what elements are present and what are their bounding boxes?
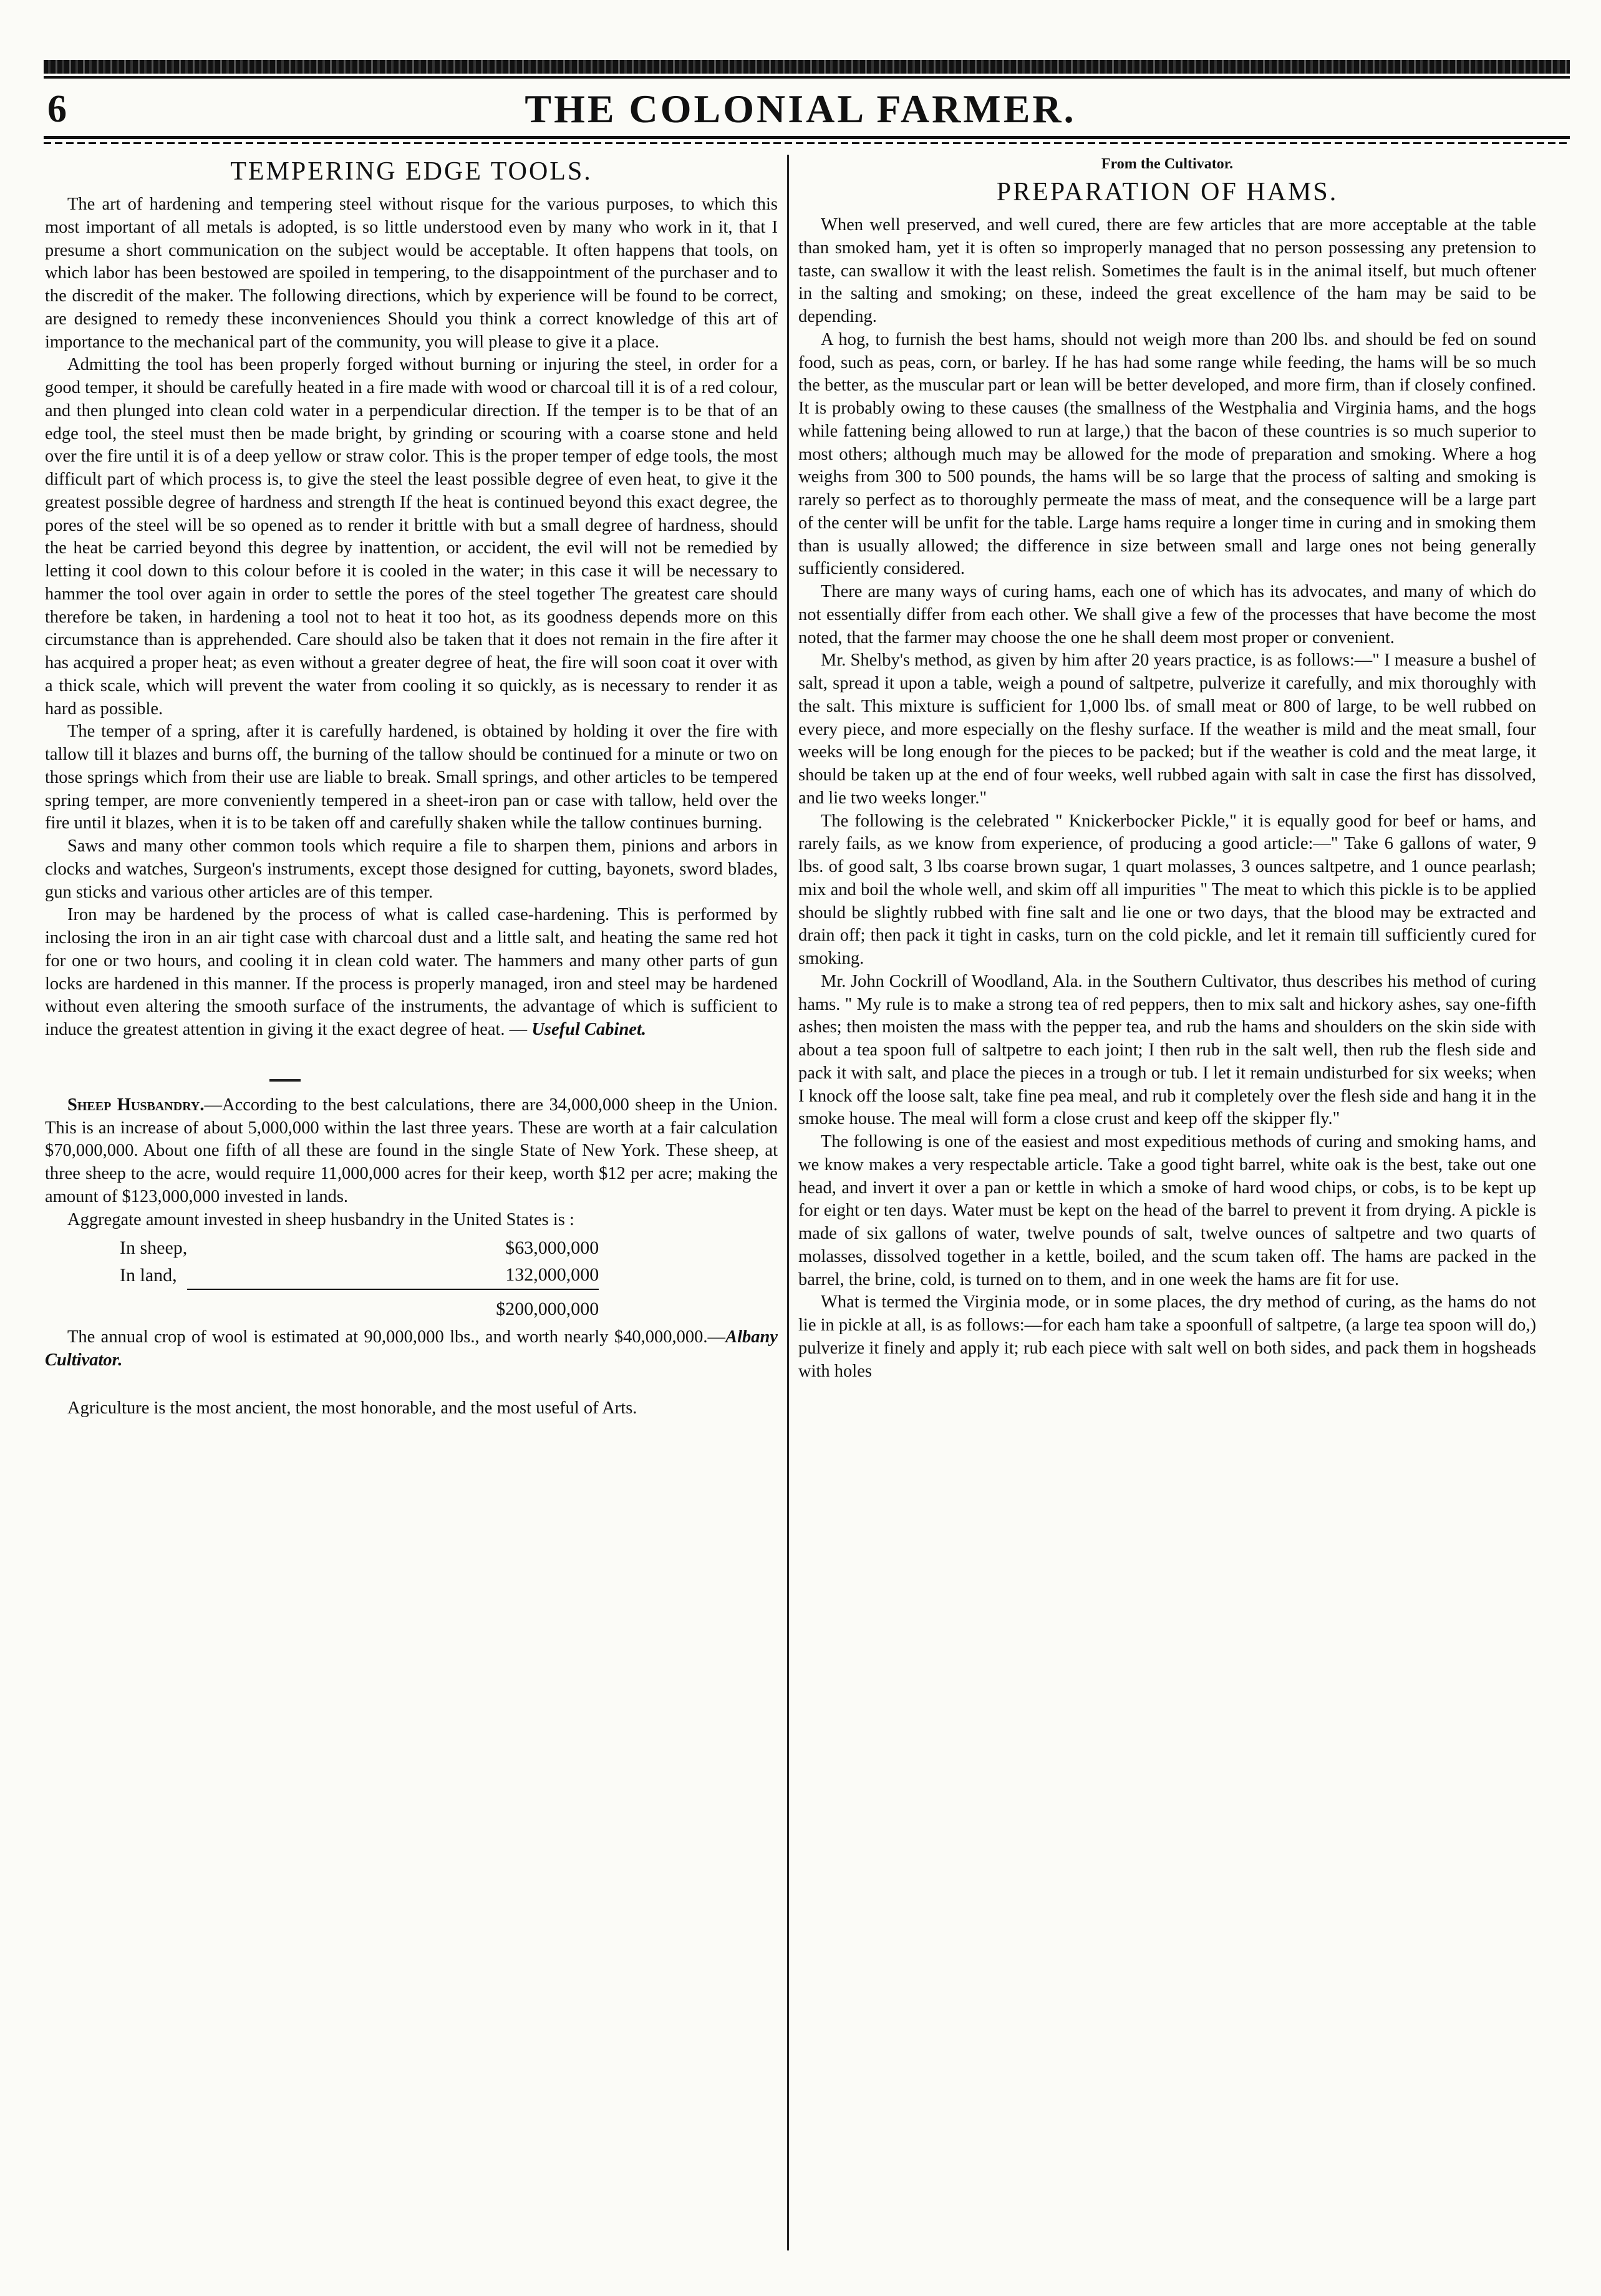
left-column <box>45 155 778 2263</box>
article-title-tempering: TEMPERING EDGE TOOLS. <box>230 157 593 186</box>
article-paragraph: There are many ways of curing hams, each one of which has its advocates, and many of which do not essentially differ from each other. We shall give a few of the processes that have become the most noted, that the farmer may choose the one he shall deem most proper or convenient. <box>798 582 1536 647</box>
table-total-row <box>120 1289 599 1323</box>
article-paragraph: The following is the celebrated " Knickerbocker Pickle," it is equally good for beef or hams, and rarely fails, as we know from experience, of producing a good article:—" Take 6 gallons of water, 9 lbs. of good salt, 3 lbs coarse brown sugar, 1 quart molasses, 3 ounces saltpetre, and 1 ounce pearlash; mix and boil the whole well, and skim off all impurities " The meat to which this pickle is to be applied should be slightly rubbed with fine salt and lie one or two days, that the blood may be extracted and drain off; then pack it tight in casks, turn on the cold pickle, and let it remain till sufficiently cured for smoking. <box>798 811 1536 969</box>
right-column <box>798 155 1536 2263</box>
source-signature: Useful Cabinet. <box>531 1020 646 1040</box>
top-decorative-rule <box>44 60 1570 74</box>
article-paragraph: The temper of a spring, after it is carefully hardened, is obtained by holding it over the fire with tallow till it blazes and burns off, the burning of the tallow should be continued for a minute or two on those springs which from their use are liable to break. Small springs, and other articles to be tempered spring temper, are more conveniently tempered in a sheet-iron pan or case with tallow, held over the fire until it blazes, when it is to be taken off and carefully shaken while the tallow continues burning. <box>45 722 778 833</box>
sheep-lead: Sheep Husbandry. <box>67 1095 205 1115</box>
agriculture-paragraph: Agriculture is the most ancient, the most honorable, and the most useful of Arts. <box>67 1398 637 1418</box>
article-paragraph: The art of hardening and tempering steel without risque for the various purposes, to which this most important of all metals is adopted, is so little understood even by many who work in it, that I presume a short communication on the subject would be acceptable. It often happens that tools, on which labor has been bestowed are spoiled in tempering, to the disappointment of the purchaser and to the discredit of the maker. The following directions, which by experience will be found to be correct, are designed to remedy these inconveniences Should you think a correct knowledge of this art of importance to the mechanical part of the community, you will please to give it a place. <box>45 195 778 352</box>
masthead-dashed-rule <box>44 142 1570 144</box>
article-paragraph: Saws and many other common tools which require a file to sharpen them, pinions and arbors in clocks and watches, Surgeon's instruments, except those designed for cutting, bayonets, sword blades, gun sticks and various other articles are of this temper. <box>45 836 778 902</box>
article-paragraph: Mr. John Cockrill of Woodland, Ala. in the Southern Cultivator, thus describes his method of curing hams. " My rule is to make a strong tea of red peppers, then to mix salt and hickory ashes, say one-fifth ashes; then moisten the mass with the pepper tea, and rub the hams and shoulders on the skin side with about a tea spoon full of saltpetre to each joint; I then rub in the salt well, then rub the flesh side and pack it with salt, and place the pieces in a trough or tub. I let it remain undisturbed for six weeks; when I knock off the loose salt, take fine pea meal, and rub it completely over the flesh side and hang it in the smoke house. The meal will form a close crust and keep off the skipper fly." <box>798 971 1536 1129</box>
paragraph-text: Iron may be hardened by the process of what is called case-hardening. This is performed by inclosing the iron in an air tight case with charcoal dust and a little salt, and heating the same red hot for one or two hours, and cooling it in clean cold water. The hammers and many other parts of gun locks are hardened in this manner. If the process is properly managed, iron and steel may be hardened without even altering the smooth surface of the instruments, the advantage of which is sufficient to induce the greatest attention in giving it the exact degree of heat. — <box>45 905 778 1040</box>
article-separator <box>269 1079 301 1082</box>
table-cell-label: In land, <box>120 1264 177 1286</box>
table-cell-label: In sheep, <box>120 1238 188 1259</box>
source-signature: Albany Cultivator. <box>45 1327 778 1370</box>
table-cell-label <box>120 1289 187 1323</box>
table-cell-amount: 132,000,000 <box>505 1264 599 1286</box>
article-paragraph: Admitting the tool has been properly forged without burning or injuring the steel, in order for a good temper, it should be carefully heated in a fire made with wood or charcoal till it is of a red colour, and then plunged into clean cold water in a perpendicular direction. If the temper is to be that of an edge tool, the steel must then be made bright, by grinding or scouring with a coarse stone and held over the fire until it is of a deep yellow or straw color. This is the proper temper of edge tools, the most difficult part of which process is, to give the steel the least possible degree of even heat, to give it the greatest possible degree of hardness and strength If the heat is continued beyond this exact degree, the pores of the steel will be so opened as to render it brittle with but a small degree of hardness, should the heat be carried beyond this degree by inattention, or accident, the evil will not be remedied by letting it cool down to this colour before it is cooled in the water; in this case it will be necessary to hammer the tool over again in order to settle the pores of the steel together The greatest care should therefore be taken, in hardening a tool not to heat it too hot, as its goodness depends more on this circumstance than is apprehended. Care should also be taken that it does not remain in the fire after it has acquired a proper heat; as even without a greater degree of heat, the fire will soon coat it over with a thick scale, which will prevent the water from cooling it so quickly, as is necessary to render it as hard as possible. <box>45 355 778 719</box>
table-cell-amount: $63,000,000 <box>505 1238 599 1259</box>
table-cell-total: $200,000,000 <box>187 1289 599 1323</box>
article-paragraph: The following is one of the easiest and most expeditious methods of curing and smoking hams, and we know makes a very respectable article. Take a good tight barrel, white oak is the best, take out one head, and invert it over a pan or kettle in which a smoke of hard wood chips, or cobs, is to be kept up for eight or ten days. Water must be kept on the head of the barrel to prevent it from drying. A pickle is made of six gallons of water, twelve pounds of salt, twelve ounces of saltpetre and two quarts of molasses, dissolved together in a kettle, boiled, and the scum taken off. The hams are packed in the barrel, the brine, cold, is turned on to them, and in one week the hams are fit for use. <box>798 1132 1536 1289</box>
spacer <box>45 1372 778 1397</box>
article-source: From the Cultivator. <box>1101 156 1234 172</box>
aggregate-text: Aggregate amount invested in sheep husbandry in the United States is : <box>67 1209 574 1229</box>
article-title-hams: PREPARATION OF HAMS. <box>996 177 1338 206</box>
column-divider <box>787 155 789 2250</box>
article-paragraph: A hog, to furnish the best hams, should not weigh more than 200 lbs. and should be fed on sound food, such as peas, corn, or barley. If he has had some range while feeding, the hams will be so much the better, as the muscular part or lean will be better developed, and more firm, than if closely confined. It is probably owing to these causes (the smallness of the Westphalia and Virginia hams, and the hogs while fattening being allowed to run at large,) that the bacon of these countries is so much superior to most others; although much may be allowed for the mode of preparation and smoking. Where a hog weighs from 300 to 500 pounds, the hams will be so large that the process of salting and smoking is rarely so perfect as to thoroughly permeate the mass of meat, and the consequence will be a large part of the center will be unfit for the table. Large hams require a longer time in curing and in smoking them than is usually allowed; the difference in size between small and large ones not being generally sufficiently considered. <box>798 329 1536 579</box>
table-row <box>120 1262 599 1289</box>
article-paragraph <box>45 904 778 1042</box>
article-paragraph: What is termed the Virginia mode, or in some places, the dry method of curing, as the hams do not lie in pickle at all, is as follows:—for each ham take a spoonfull of saltpetre, (a large tea spoon will do,) pulverize it finely and apply it; rub each piece with salt well on both sides, and pack them in hogsheads with holes <box>798 1292 1536 1381</box>
sheep-investment-table <box>120 1235 599 1322</box>
masthead-rule <box>44 136 1570 139</box>
article-paragraph-sheep <box>45 1094 778 1209</box>
newspaper-masthead: THE COLONIAL FARMER. <box>525 87 1076 131</box>
table-row <box>120 1235 599 1262</box>
wool-paragraph <box>45 1326 778 1372</box>
paragraph-text: —According to the best calculations, there are 34,000,000 sheep in the Union. This is an increase of about 5,000,000 within the last three years. These are worth at a fair calculation $70,000,000. About one fifth of all these are found in the single State of New York. These sheep, at three sheep to the acre, would require 11,000,000 acres for their keep, worth $12 per acre; making the amount of $123,000,000 invested in lands. <box>45 1095 778 1206</box>
page-number: 6 <box>47 88 67 130</box>
article-paragraph: When well preserved, and well cured, there are few articles that are more acceptable at the table than smoked ham, yet it is often so improperly managed that no person possessing any pretension to taste, can swallow it with the least relish. Sometimes the fault is in the animal itself, but much oftener in the salting and smoking; on these, indeed the great excellence of the ham may be said to be depending. <box>798 215 1536 327</box>
paragraph-text: The annual crop of wool is estimated at 90,000,000 lbs., and worth nearly $40,000,000.— <box>67 1327 726 1347</box>
article-paragraph: Mr. Shelby's method, as given by him after 20 years practice, is as follows:—" I measure a bushel of salt, spread it upon a table, weigh a pound of saltpetre, pulverize it carefully, and mix thoroughly with the salt. This mixture is sufficient for 1,000 lbs. of small meat or 800 of large, to be well rubbed on every piece, and more especially on the fleshy surface. If the weather is mild and the meat small, four weeks will be long enough for the pieces to be packed; but if the weather is cold and the meat large, it should be taken up at the end of four weeks, well rubbed again with salt in case the first has dissolved, and lie two weeks longer." <box>798 651 1536 808</box>
